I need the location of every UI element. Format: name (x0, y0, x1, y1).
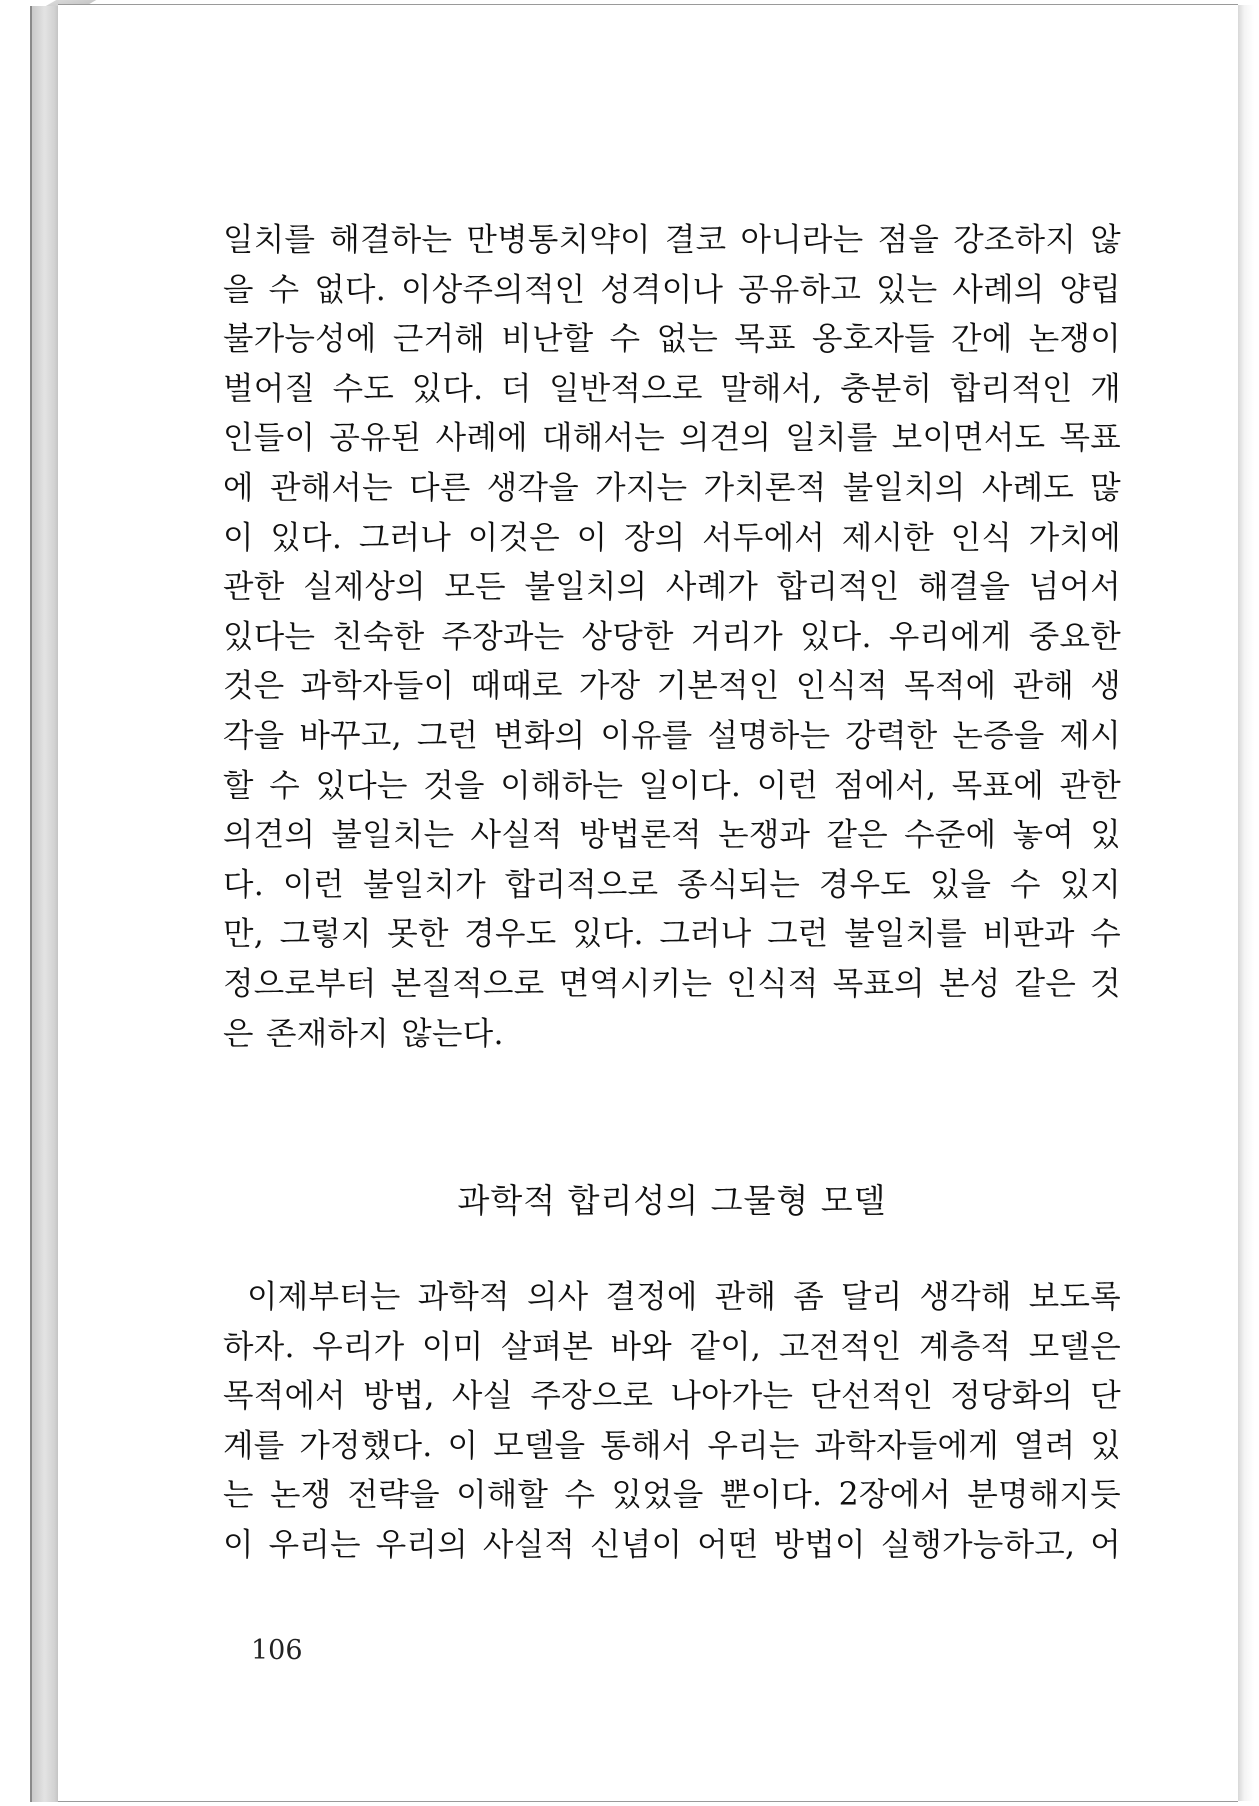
text-line: 이 우리는 우리의 사실적 신념이 어떤 방법이 실행가능하고, 어 (223, 1526, 1121, 1563)
text-line: 것은 과학자들이 때때로 가장 기본적인 인식적 목적에 관해 생 (223, 668, 1121, 705)
page-number: 106 (251, 1635, 303, 1666)
text-line: 할 수 있다는 것을 이해하는 일이다. 이런 점에서, 목표에 관한 (223, 767, 1121, 804)
text-line: 의견의 불일치는 사실적 방법론적 논쟁과 같은 수준에 놓여 있 (223, 817, 1121, 854)
text-line: 관한 실제상의 모든 불일치의 사례가 합리적인 해결을 넘어서 (223, 569, 1121, 606)
text-line: 이제부터는 과학적 의사 결정에 관해 좀 달리 생각해 보도록 (247, 1279, 1121, 1315)
body-text-block-2 (223, 1273, 1121, 1571)
text-line: 인들이 공유된 사례에 대해서는 의견의 일치를 보이면서도 목표 (223, 420, 1121, 457)
text-line: 은 존재하지 않는다. (223, 1015, 504, 1052)
text-line: 하자. 우리가 이미 살펴본 바와 같이, 고전적인 계층적 모델은 (223, 1328, 1121, 1365)
text-line: 만, 그렇지 못한 경우도 있다. 그러나 그런 불일치를 비판과 수 (223, 916, 1121, 953)
paragraph-1 (223, 216, 1121, 1059)
text-line: 불가능성에 근거해 비난할 수 없는 목표 옹호자들 간에 논쟁이 (223, 321, 1121, 358)
text-line: 이 있다. 그러나 이것은 이 장의 서두에서 제시한 인식 가치에 (223, 519, 1121, 556)
paragraph-2 (223, 1273, 1121, 1571)
text-line: 을 수 없다. 이상주의적인 성격이나 공유하고 있는 사례의 양립 (223, 271, 1121, 308)
text-line: 각을 바꾸고, 그런 변화의 이유를 설명하는 강력한 논증을 제시 (223, 717, 1121, 754)
body-text-block-1 (223, 216, 1121, 1059)
text-line: 있다는 친숙한 주장과는 상당한 거리가 있다. 우리에게 중요한 (223, 618, 1121, 655)
text-line: 에 관해서는 다른 생각을 가지는 가치론적 불일치의 사례도 많 (223, 469, 1121, 506)
text-line: 일치를 해결하는 만병통치약이 결코 아니라는 점을 강조하지 않 (223, 222, 1121, 258)
page-edge-shadow (1238, 5, 1254, 1801)
book-page (58, 4, 1238, 1802)
text-line: 목적에서 방법, 사실 주장으로 나아가는 단선적인 정당화의 단 (223, 1378, 1121, 1415)
text-line: 계를 가정했다. 이 모델을 통해서 우리는 과학자들에게 열려 있 (223, 1427, 1121, 1464)
section-heading: 과학적 합리성의 그물형 모델 (457, 1181, 887, 1220)
book-spine (30, 6, 60, 1802)
text-line: 벌어질 수도 있다. 더 일반적으로 말해서, 충분히 합리적인 개 (223, 370, 1121, 407)
text-line: 다. 이런 불일치가 합리적으로 종식되는 경우도 있을 수 있지 (223, 866, 1121, 903)
text-line: 정으로부터 본질적으로 면역시키는 인식적 목표의 본성 같은 것 (223, 965, 1121, 1002)
text-line: 는 논쟁 전략을 이해할 수 있었을 뿐이다. 2장에서 분명해지듯 (223, 1477, 1121, 1514)
